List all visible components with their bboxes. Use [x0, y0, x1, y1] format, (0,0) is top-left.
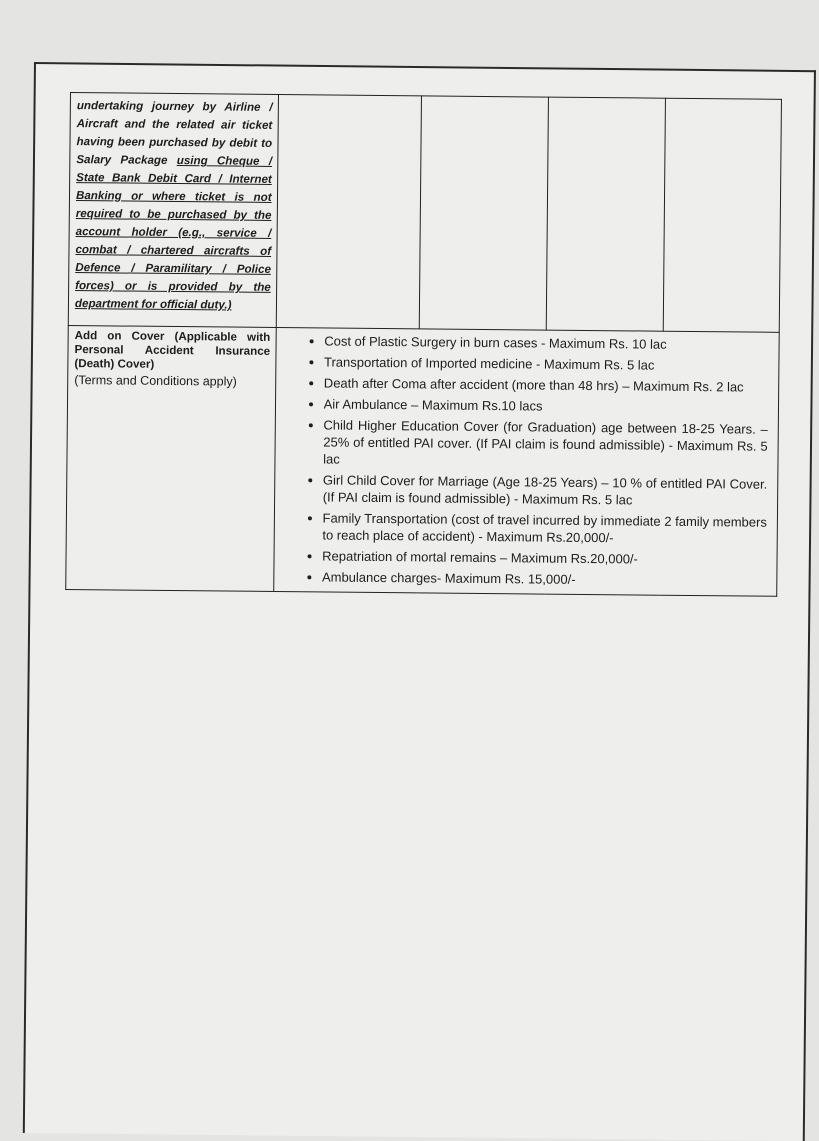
list-item: • Family Transportation (cost of travel incurred by immediate 2 family members to reach place of accident) - Maximum Rs.20,000/-	[322, 509, 767, 547]
empty-cell	[663, 98, 782, 332]
journey-text-underlined: using Cheque / State Bank Debit Card / Internet Banking or where ticket is not required to be purchased by the account holder (e.g., service / combat / chartered aircrafts of Defence / Paramilitary / Police forces) or is provided by the department for official duty.)	[74, 154, 273, 312]
addon-list	[300, 332, 769, 589]
journey-text-intro: undertaking journey by Airline / Aircraft and the related air ticket having been purchased by debit to Salary Package	[76, 99, 273, 168]
list-item: • Cost of Plastic Surgery in burn cases - Maximum Rs. 10 lac	[324, 332, 769, 353]
addon-items-cell	[273, 327, 779, 596]
list-item: • Air Ambulance – Maximum Rs.10 lacs	[324, 395, 769, 416]
list-item: • Ambulance charges- Maximum Rs. 15,000/-	[322, 568, 767, 589]
journey-condition-cell	[68, 93, 278, 328]
empty-cell	[546, 97, 665, 331]
list-item: • Girl Child Cover for Marriage (Age 18-25 Years) – 10 % of entitled PAI Cover. (If PAI claim is found admissible) - Maximum Rs. 5 lac	[323, 471, 768, 509]
list-item: • Child Higher Education Cover (for Graduation) age between 18-25 Years. – 25% of entitled PAI cover. (If PAI claim is found admissible) - Maximum Rs. 5 lac	[323, 416, 768, 471]
table-row	[66, 325, 780, 596]
addon-cover-cell	[66, 325, 276, 591]
addon-terms: (Terms and Conditions apply)	[74, 373, 237, 389]
cover-table	[65, 92, 782, 597]
list-item: • Repatriation of mortal remains – Maximum Rs.20,000/-	[322, 547, 767, 568]
empty-cell	[420, 96, 549, 330]
addon-heading: Add on Cover (Applicable with Personal Accident Insurance (Death) Cover)	[74, 329, 271, 371]
list-item: • Transportation of Imported medicine - Maximum Rs. 5 lac	[324, 353, 769, 374]
table-row	[68, 93, 781, 333]
empty-cell	[276, 94, 422, 328]
list-item: • Death after Coma after accident (more than 48 hrs) – Maximum Rs. 2 lac	[324, 374, 769, 395]
